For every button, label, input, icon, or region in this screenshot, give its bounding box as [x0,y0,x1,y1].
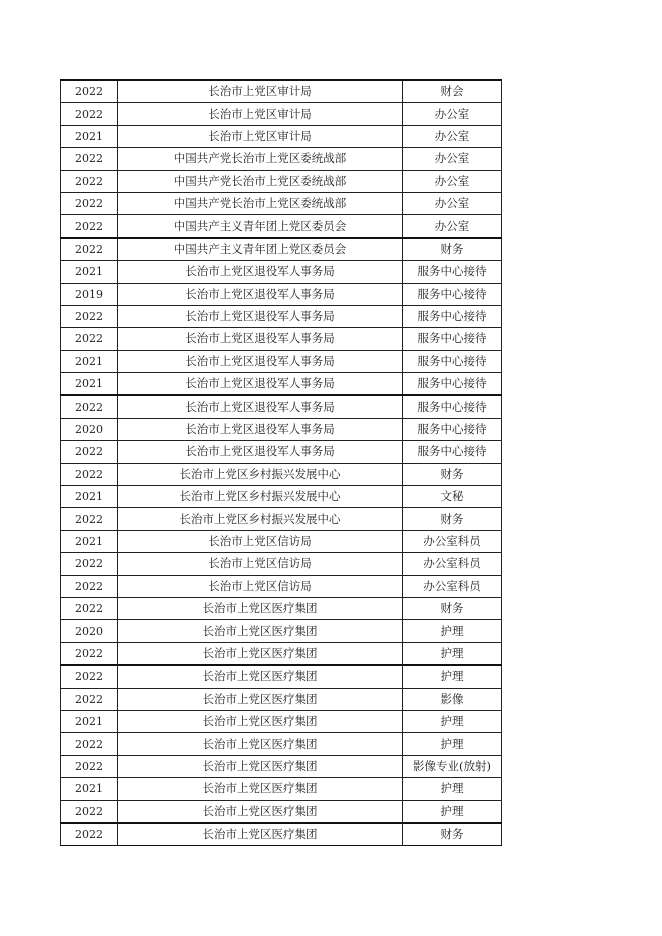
position-cell: 办公室科员 [403,553,502,575]
table-row [61,508,502,530]
year-cell: 2020 [61,620,118,642]
position-cell: 护理 [403,800,502,823]
year-cell: 2022 [61,395,118,418]
org-cell: 长治市上党区信访局 [118,553,403,575]
year-cell: 2022 [61,665,118,688]
year-cell: 2021 [61,350,118,372]
org-cell: 长治市上党区医疗集团 [118,800,403,823]
org-cell: 长治市上党区医疗集团 [118,642,403,665]
org-cell: 长治市上党区退役军人事务局 [118,261,403,283]
org-cell: 长治市上党区退役军人事务局 [118,350,403,372]
table-row [61,192,502,214]
table-row [61,148,502,170]
year-cell: 2022 [61,192,118,214]
table-row [61,733,502,755]
table-row [61,238,502,261]
position-cell: 办公室科员 [403,575,502,597]
position-cell: 护理 [403,778,502,800]
position-cell: 办公室 [403,103,502,125]
year-cell: 2022 [61,597,118,619]
position-cell: 服务中心接待 [403,418,502,440]
org-cell: 长治市上党区医疗集团 [118,823,403,846]
position-cell: 服务中心接待 [403,373,502,396]
position-cell: 文秘 [403,486,502,508]
position-cell: 财务 [403,597,502,619]
position-cell: 护理 [403,733,502,755]
table-row [61,553,502,575]
table-row [61,530,502,552]
year-cell: 2022 [61,755,118,777]
year-cell: 2019 [61,283,118,305]
org-cell: 长治市上党区退役军人事务局 [118,305,403,327]
table-row [61,778,502,800]
table-row [61,328,502,350]
position-cell: 影像 [403,688,502,710]
position-cell: 办公室 [403,170,502,192]
table-row [61,283,502,305]
position-cell: 财务 [403,463,502,485]
year-cell: 2020 [61,418,118,440]
year-cell: 2021 [61,125,118,147]
table-row [61,125,502,147]
year-cell: 2022 [61,103,118,125]
org-cell: 长治市上党区信访局 [118,575,403,597]
position-cell: 财务 [403,238,502,261]
position-cell: 服务中心接待 [403,328,502,350]
records-table [60,79,502,846]
year-cell: 2022 [61,305,118,327]
year-cell: 2021 [61,778,118,800]
year-cell: 2022 [61,800,118,823]
year-cell: 2022 [61,463,118,485]
table-row [61,597,502,619]
position-cell: 办公室 [403,215,502,238]
position-cell: 服务中心接待 [403,350,502,372]
position-cell: 办公室 [403,125,502,147]
table-row [61,710,502,732]
table-row [61,350,502,372]
table-row [61,665,502,688]
position-cell: 护理 [403,642,502,665]
records-table-body [61,80,502,846]
org-cell: 长治市上党区审计局 [118,125,403,147]
year-cell: 2022 [61,148,118,170]
table-row [61,441,502,463]
table-row [61,486,502,508]
position-cell: 财务 [403,508,502,530]
org-cell: 长治市上党区乡村振兴发展中心 [118,486,403,508]
org-cell: 长治市上党区乡村振兴发展中心 [118,508,403,530]
table-row [61,575,502,597]
org-cell: 长治市上党区退役军人事务局 [118,441,403,463]
position-cell: 办公室科员 [403,530,502,552]
org-cell: 长治市上党区医疗集团 [118,778,403,800]
year-cell: 2022 [61,733,118,755]
org-cell: 长治市上党区审计局 [118,80,403,103]
org-cell: 长治市上党区退役军人事务局 [118,328,403,350]
year-cell: 2022 [61,553,118,575]
table-row [61,823,502,846]
position-cell: 护理 [403,620,502,642]
table-row [61,215,502,238]
org-cell: 长治市上党区审计局 [118,103,403,125]
org-cell: 长治市上党区医疗集团 [118,710,403,732]
year-cell: 2022 [61,508,118,530]
year-cell: 2022 [61,642,118,665]
org-cell: 中国共产党长治市上党区委统战部 [118,170,403,192]
org-cell: 长治市上党区乡村振兴发展中心 [118,463,403,485]
position-cell: 护理 [403,710,502,732]
table-row [61,80,502,103]
table-row [61,755,502,777]
position-cell: 影像专业(放射) [403,755,502,777]
position-cell: 财务 [403,823,502,846]
position-cell: 护理 [403,665,502,688]
table-row [61,261,502,283]
org-cell: 长治市上党区医疗集团 [118,733,403,755]
org-cell: 长治市上党区医疗集团 [118,620,403,642]
org-cell: 长治市上党区医疗集团 [118,665,403,688]
org-cell: 长治市上党区退役军人事务局 [118,283,403,305]
position-cell: 办公室 [403,192,502,214]
org-cell: 中国共产主义青年团上党区委员会 [118,215,403,238]
year-cell: 2022 [61,215,118,238]
table-row [61,642,502,665]
year-cell: 2022 [61,823,118,846]
year-cell: 2021 [61,530,118,552]
year-cell: 2021 [61,710,118,732]
position-cell: 办公室 [403,148,502,170]
table-row [61,688,502,710]
org-cell: 长治市上党区医疗集团 [118,597,403,619]
table-row [61,373,502,396]
year-cell: 2022 [61,328,118,350]
org-cell: 长治市上党区信访局 [118,530,403,552]
org-cell: 长治市上党区医疗集团 [118,688,403,710]
table-row [61,418,502,440]
year-cell: 2022 [61,688,118,710]
year-cell: 2021 [61,373,118,396]
table-row [61,103,502,125]
position-cell: 服务中心接待 [403,283,502,305]
org-cell: 长治市上党区退役军人事务局 [118,395,403,418]
year-cell: 2022 [61,441,118,463]
position-cell: 服务中心接待 [403,261,502,283]
position-cell: 服务中心接待 [403,441,502,463]
table-row [61,305,502,327]
table-row [61,800,502,823]
position-cell: 财会 [403,80,502,103]
year-cell: 2022 [61,575,118,597]
year-cell: 2022 [61,170,118,192]
position-cell: 服务中心接待 [403,305,502,327]
table-row [61,395,502,418]
org-cell: 中国共产党长治市上党区委统战部 [118,192,403,214]
year-cell: 2021 [61,261,118,283]
table-row [61,170,502,192]
org-cell: 长治市上党区退役军人事务局 [118,373,403,396]
org-cell: 长治市上党区医疗集团 [118,755,403,777]
year-cell: 2022 [61,80,118,103]
org-cell: 中国共产党长治市上党区委统战部 [118,148,403,170]
year-cell: 2021 [61,486,118,508]
position-cell: 服务中心接待 [403,395,502,418]
table-row [61,463,502,485]
org-cell: 中国共产主义青年团上党区委员会 [118,238,403,261]
table-row [61,620,502,642]
org-cell: 长治市上党区退役军人事务局 [118,418,403,440]
year-cell: 2022 [61,238,118,261]
